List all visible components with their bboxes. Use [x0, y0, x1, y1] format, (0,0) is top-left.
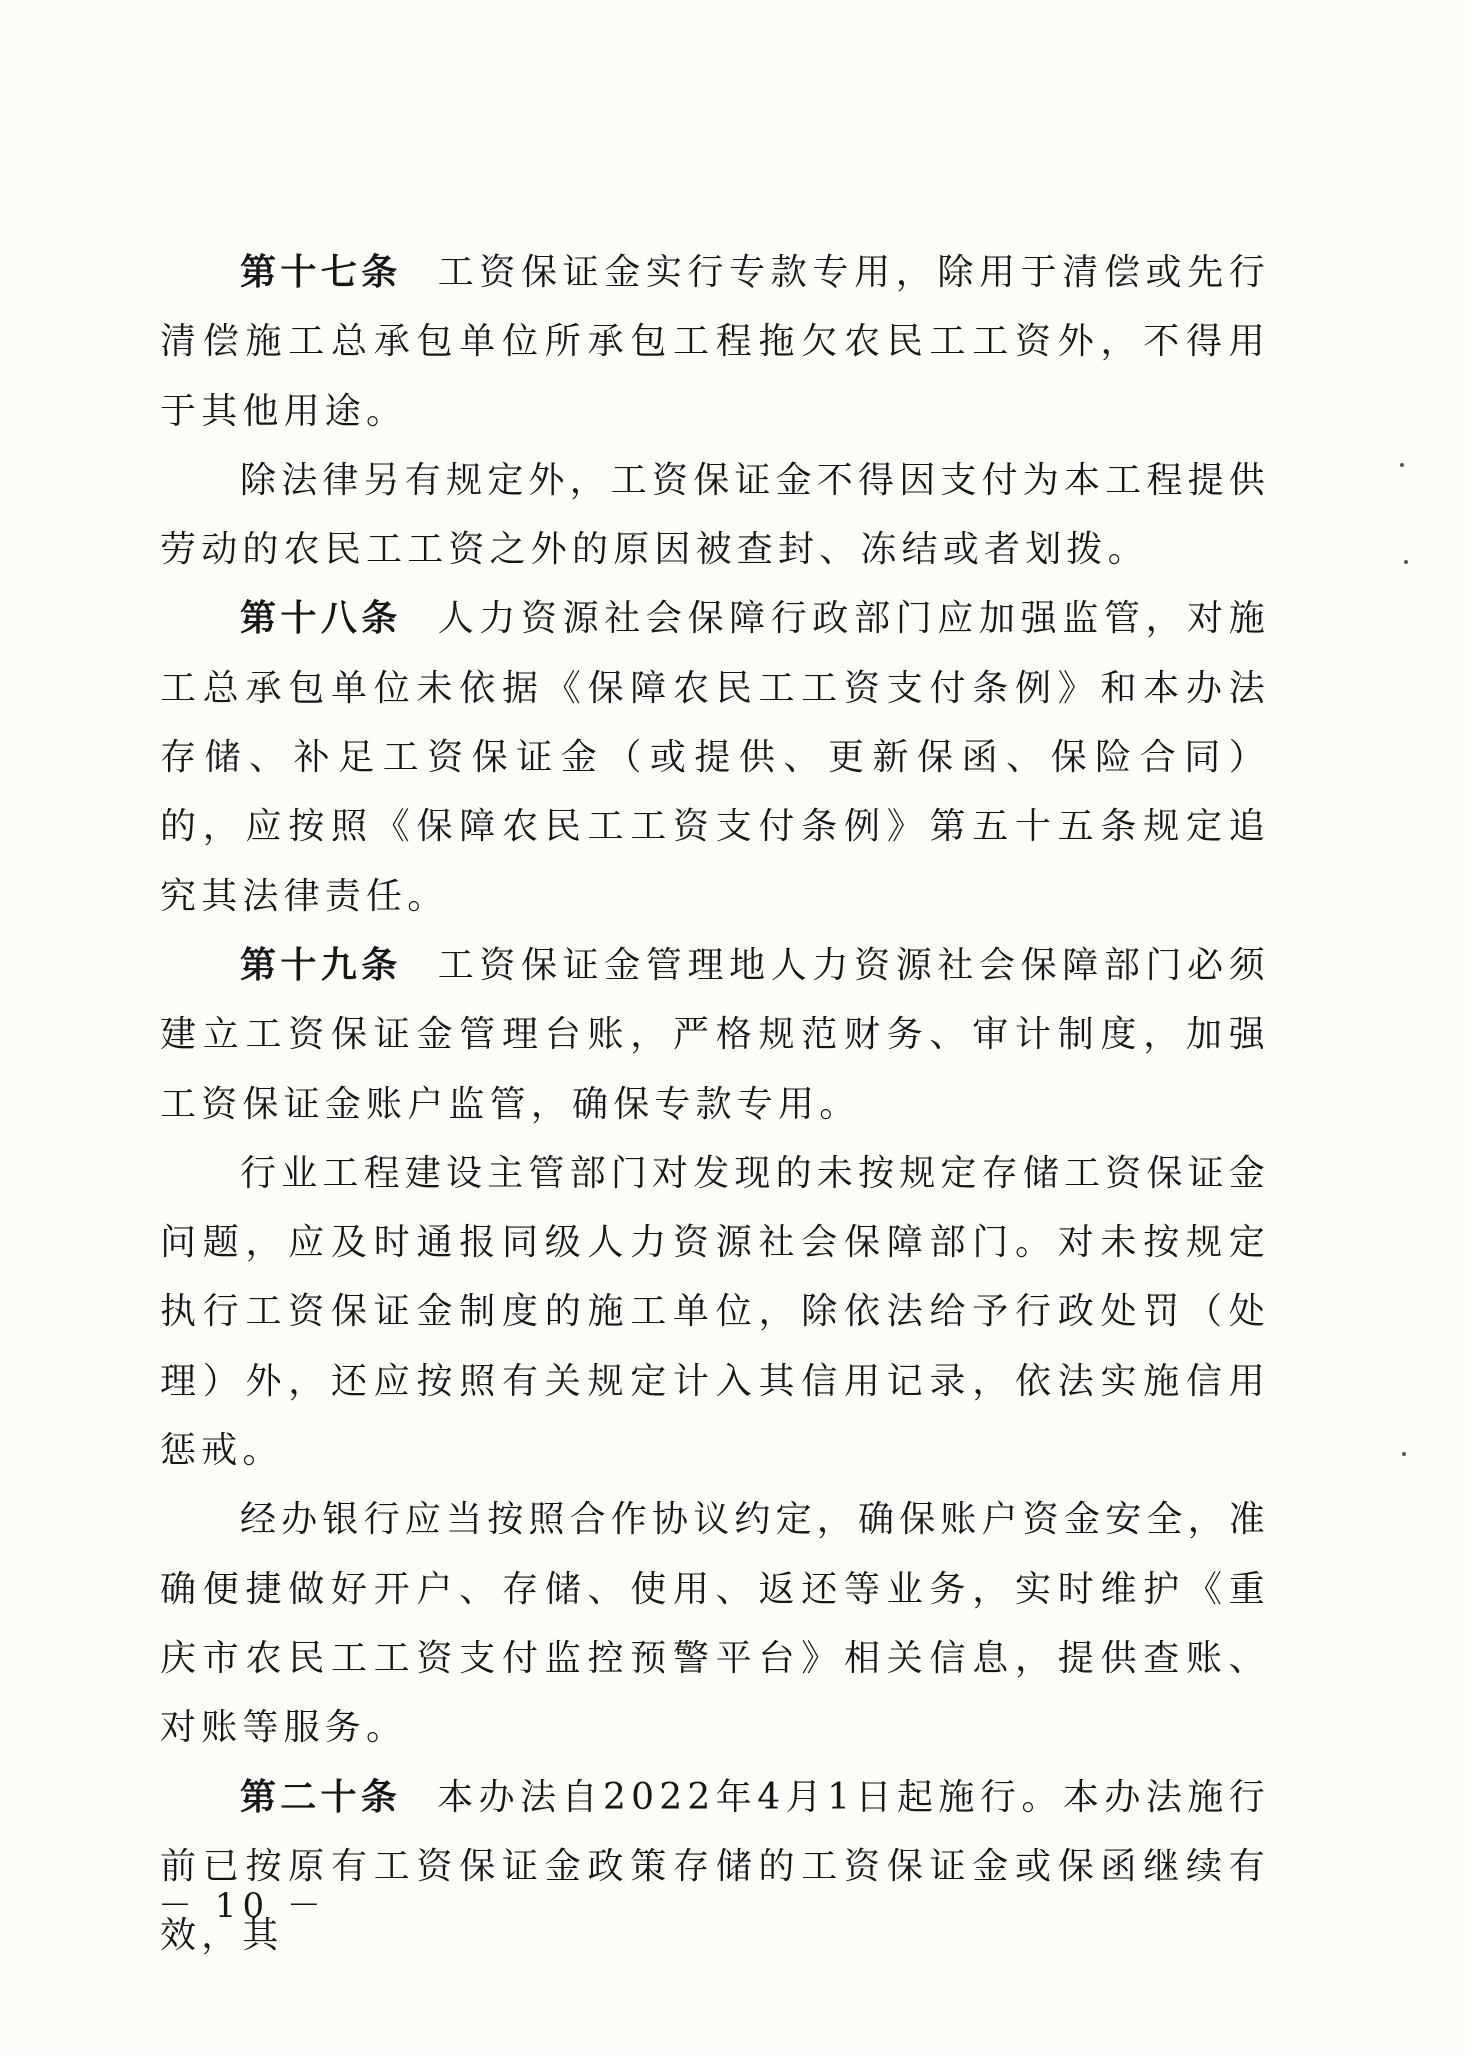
- page-number: － 10 －: [158, 1886, 327, 1926]
- article-19-paragraph-3: [160, 1485, 1270, 1762]
- document-body: [160, 238, 1270, 1970]
- article-17-paragraph-2: [160, 446, 1270, 585]
- article-body: 除法律另有规定外，工资保证金不得因支付为本工程提供劳动的农民工工资之外的原因被查封、冻结或者划拨。: [160, 459, 1271, 571]
- article-heading: 第十七条: [240, 252, 402, 293]
- article-heading: 第二十条: [240, 1776, 402, 1818]
- article-body: 工资保证金实行专款专用，除用于清偿或先行清偿施工总承包单位所承包工程拖欠农民工工资外，不得用于其他用途。: [160, 252, 1270, 432]
- article-body: 本办法自2022年4月1日起施行。本办法施行前已按原有工资保证金政策存储的工资保证金或保函继续有效，其: [160, 1776, 1270, 1957]
- article-20: [160, 1763, 1270, 1971]
- scan-speck: [1402, 1452, 1406, 1456]
- scan-speck: [1404, 560, 1408, 564]
- article-heading: 第十八条: [240, 598, 402, 640]
- article-body: 工资保证金管理地人力资源社会保障部门必须建立工资保证金管理台账，严格规范财务、审计制度，加强工资保证金账户监管，确保专款专用。: [160, 944, 1270, 1125]
- article-18: [160, 584, 1270, 930]
- article-body: 经办银行应当按照合作协议约定，确保账户资金安全，准确便捷做好开户、存储、使用、返还等业务，实时维护《重庆市农民工工资支付监控预警平台》相关信息，提供查账、对账等服务。: [160, 1499, 1271, 1749]
- article-heading: 第十九条: [240, 944, 402, 986]
- article-17: [160, 238, 1270, 446]
- article-19: [160, 931, 1270, 1139]
- article-body: 人力资源社会保障行政部门应加强监管，对施工总承包单位未依据《保障农民工工资支付条例》和本办法存储、补足工资保证金（或提供、更新保函、保险合同）的，应按照《保障农民工工资支付条例》第五十五条规定追究其法律责任。: [160, 598, 1270, 917]
- article-body: 行业工程建设主管部门对发现的未按规定存储工资保证金问题，应及时通报同级人力资源社会保障部门。对未按规定执行工资保证金制度的施工单位，除依法给予行政处罚（处理）外，还应按照有关规定计入其信用记录，依法实施信用惩戒。: [160, 1152, 1271, 1472]
- article-19-paragraph-2: [160, 1139, 1270, 1485]
- scan-speck: [1400, 463, 1404, 467]
